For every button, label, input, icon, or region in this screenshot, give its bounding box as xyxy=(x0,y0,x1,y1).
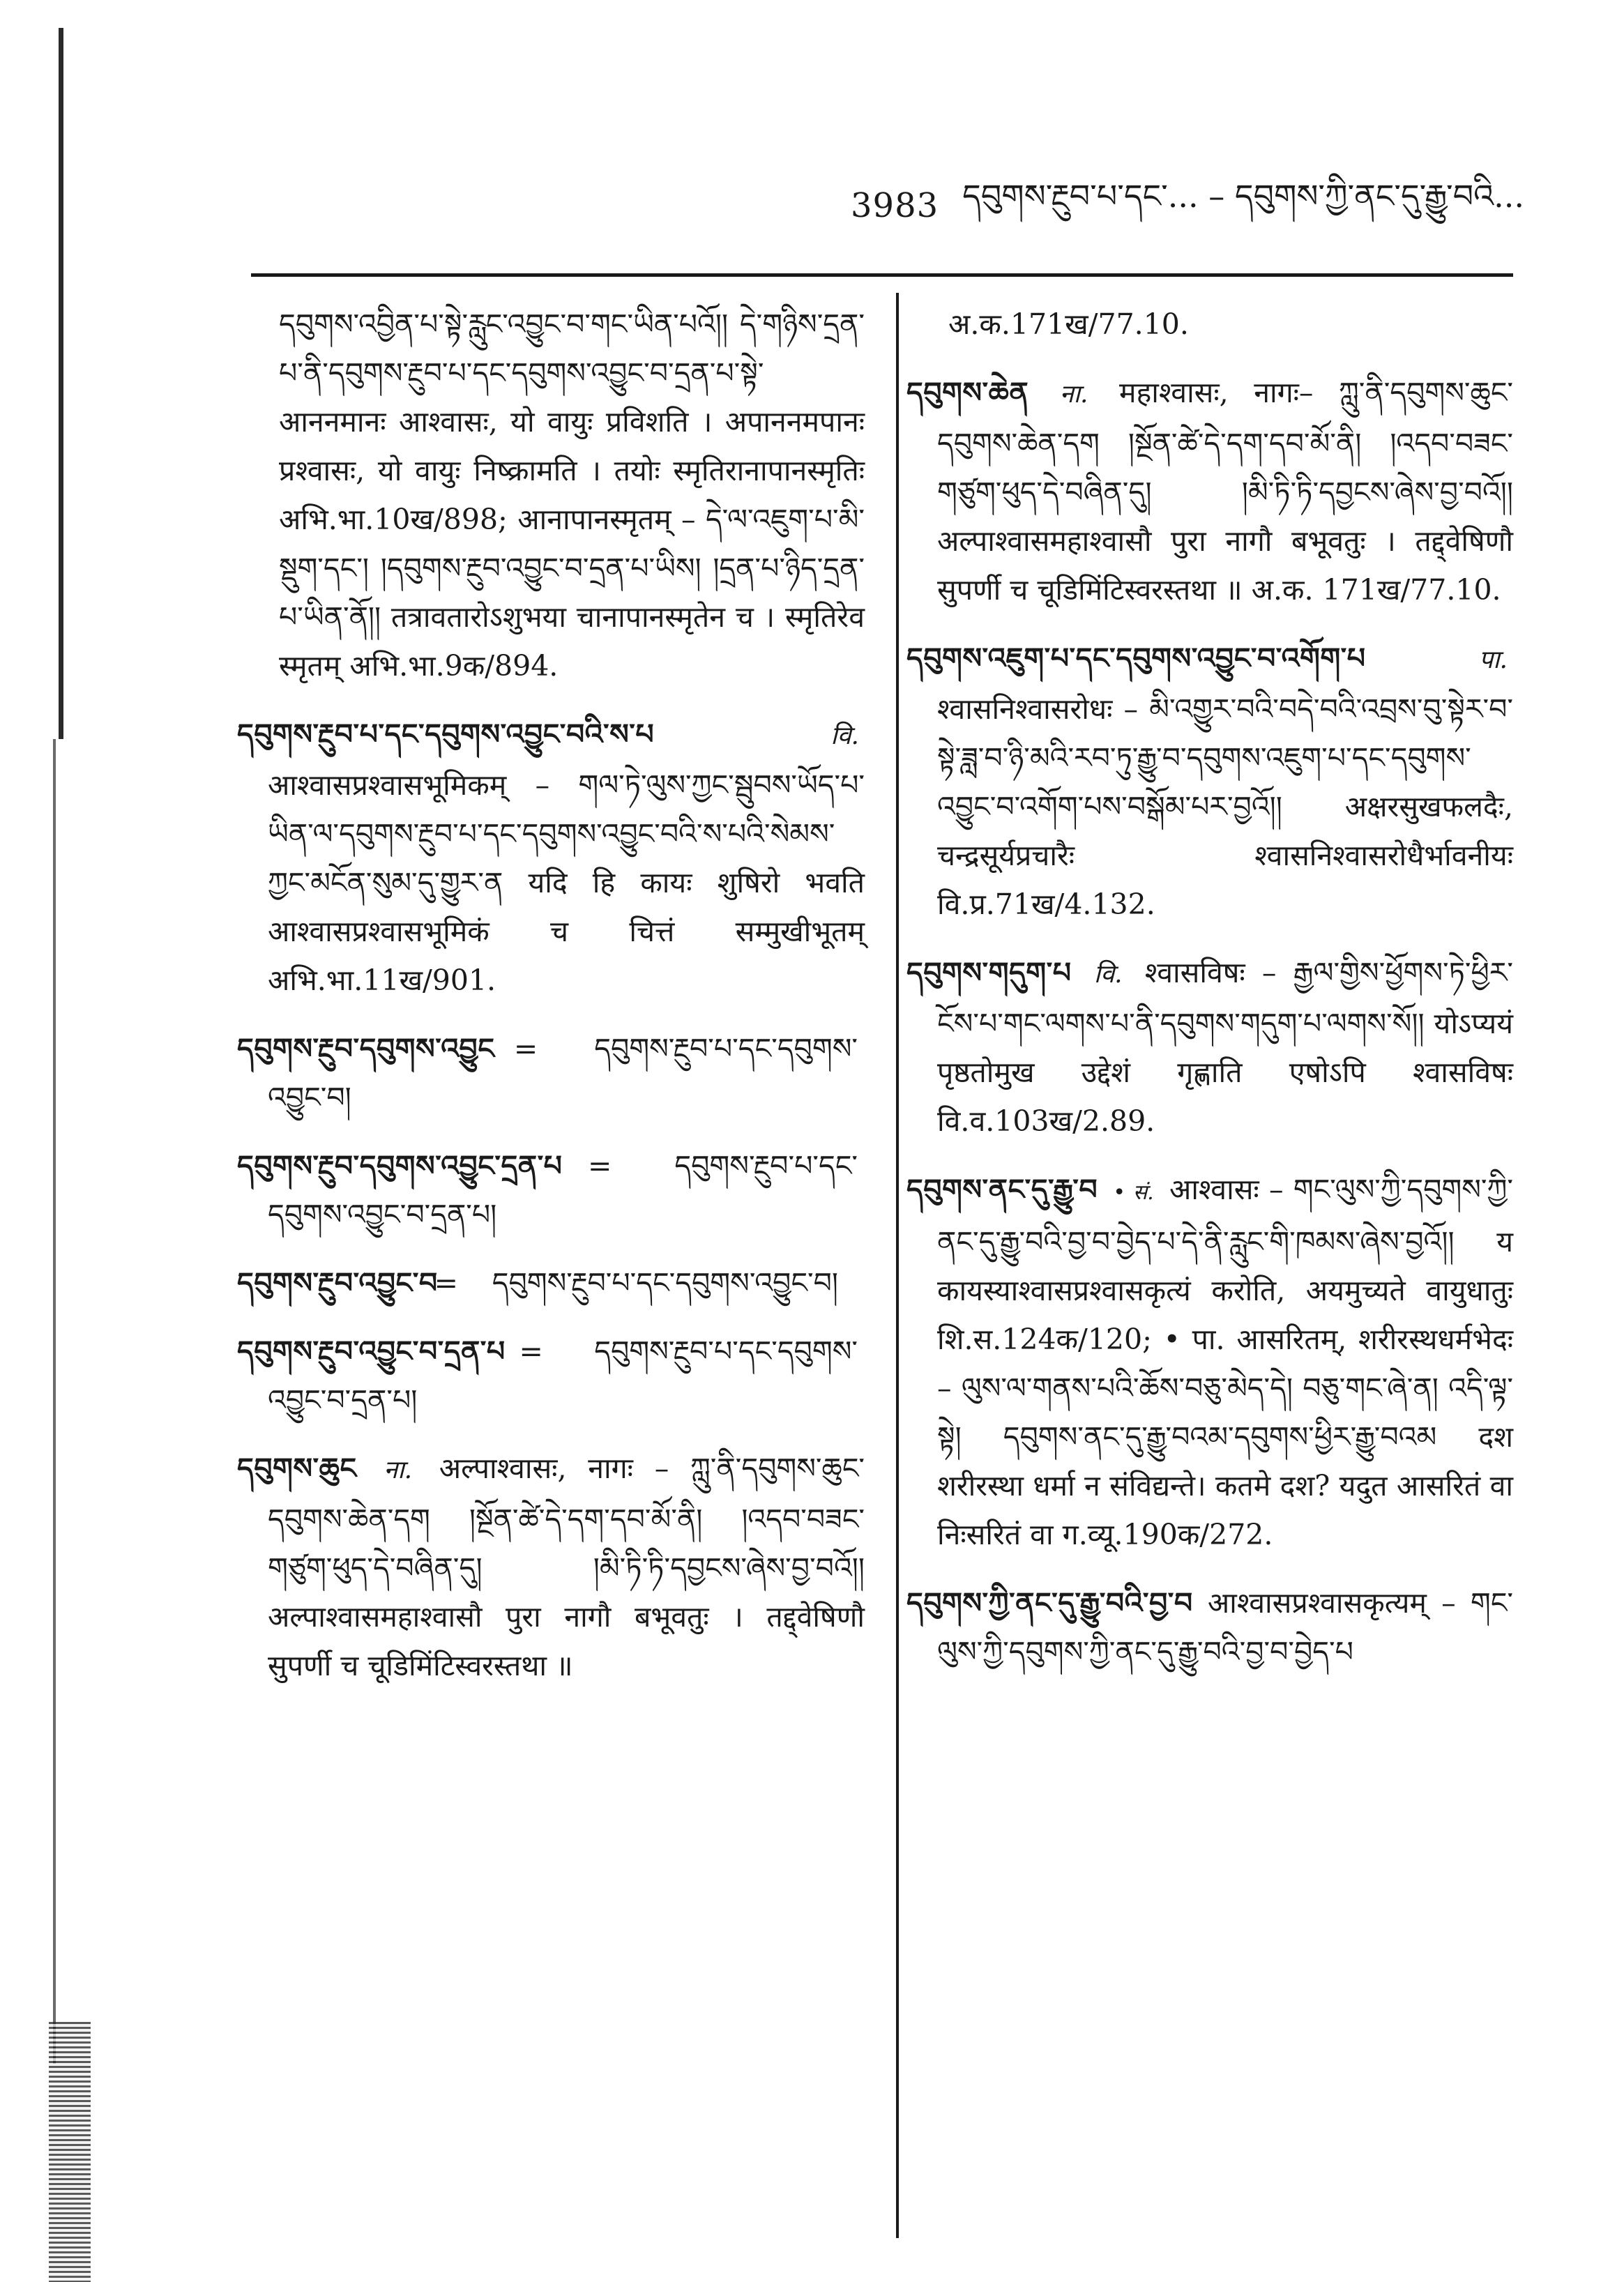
entry-headword: དབུགས་འཇུག་པ་དང་དབུགས་འབྱུང་བ་འགོག་པ xyxy=(906,641,1366,675)
cross-reference-entry: དབུགས་རྔུབ་དབུགས་འབྱུང = དབུགས་རྔུབ་པ་དང་དབུགས་འབྱུང་བ། xyxy=(237,1032,858,1114)
entry-headword: དབུགས་ཀྱི་ནང་དུ་རྒྱུ་བའི་བྱ་བ xyxy=(906,1586,1193,1620)
scan-edge-bar xyxy=(59,28,63,739)
entry-text: आश्वासप्रश्वासभूमिकम् – གལ་ཏེ་ལུས་ཀྱང་སྦུབས་ཡོད་པ་ཡིན་ལ་དབུགས་རྔུབ་པ་དང་དབུགས་འབྱུང་བའི་ས་པའི་སེམས་ཀྱང་མངོན་སུམ་དུ་གྱུར་ན यदि हि कायः शुषिरो भवति आश्वासप्रश्वासभूमिकं च चित्तं सम्मुखीभूतम् अभि.भा.11ख/901. xyxy=(268,768,865,997)
entry-headword: དབུགས་གདུག་པ xyxy=(906,956,1072,989)
scan-edge-artifact xyxy=(49,0,59,2282)
dictionary-entry xyxy=(237,1444,865,1690)
grammar-tag: • सं. xyxy=(1113,1180,1154,1205)
dictionary-entry xyxy=(906,1579,1513,1676)
entry-text: आश्वासप्रश्वासकृत्यम् – གང་ལུས་ཀྱི་དབུགས་ཀྱི་ནང་དུ་རྒྱུ་བའི་བྱ་བ་བྱེད་པ xyxy=(937,1586,1513,1668)
dictionary-entry-continued xyxy=(237,300,865,690)
grammar-tag: ना. xyxy=(1059,380,1088,409)
grammar-tag: पा. xyxy=(1478,646,1508,674)
entry-text: དབུགས་རྔུབ་པ་དང་དབུགས་འབྱུང་བ་དྲན་པ། xyxy=(268,1149,858,1231)
cross-reference-entry: དབུགས་རྔུབ་དབུགས་འབྱུང་དྲན་པ = དབུགས་རྔུབ་པ་དང་དབུགས་འབྱུང་བ་དྲན་པ། xyxy=(237,1149,858,1231)
entry-headword: དབུགས་ཆུང xyxy=(237,1452,357,1485)
entry-headword: དབུགས་རྔུབ་འབྱུང་བ xyxy=(237,1266,438,1300)
dictionary-entry xyxy=(906,948,1513,1146)
grammar-tag: ना. xyxy=(384,1456,413,1484)
column-divider xyxy=(896,293,899,2238)
entry-text: དབུགས་རྔུབ་པ་དང་དབུགས་འབྱུང་བ་དྲན་པ། xyxy=(268,1334,858,1417)
cross-reference-entry: དབུགས་རྔུབ་འབྱུང་བ་དྲན་པ = དབུགས་རྔུབ་པ་དང་དབུགས་འབྱུང་བ་དྲན་པ། xyxy=(237,1334,858,1417)
dictionary-entry xyxy=(906,1165,1513,1559)
entry-text: अ.क.171ख/77.10. xyxy=(948,307,1189,341)
left-column xyxy=(237,300,865,1710)
grammar-tag: वि. xyxy=(830,722,859,750)
entry-text: श्वासविषः – རྒྱལ་གྱིས་ཕྱོགས་ཏེ་ཕྱིར་ངོས་པ་གང་ལགས་པ་ནི་དབུགས་གདུག་པ་ལགས་སོ།། योऽप्ययं पृष्ठतोमुख उद्देशं गृह्णाति एषोऽपि श्वासविषः वि.व.103ख/2.89. xyxy=(937,956,1513,1138)
guide-words: དབུགས་རྔུབ་པ་དང་... – དབུགས་ཀྱི་ནང་དུ་རྒྱུ་བའི... xyxy=(962,176,1524,215)
dictionary-entry xyxy=(906,634,1513,929)
entry-headword: དབུགས་ཆེན xyxy=(906,376,1029,409)
entry-headword: དབུགས་ནང་དུ་རྒྱུ་བ xyxy=(906,1173,1098,1206)
entry-text: དབུགས་རྔུབ་པ་དང་དབུགས་འབྱུང་བ། xyxy=(268,1032,858,1114)
dictionary-entry-continued xyxy=(906,300,1513,349)
entry-text: དབུགས་འབྱིན་པ་སྟེ་རླུང་འབྱུང་བ་གང་ཡིན་པའོ།། དེ་གཉིས་དྲན་པ་ནི་དབུགས་རྔུབ་པ་དང་དབུགས་འབྱུང་བ་དྲན་པ་སྟེ་ आननमानः आश्वासः, यो वायुः प्रविशति । अपाननमपानः प्रश्वासः, यो वायुः निष्क्रामति । तयोः स्मृतिरानापानस्मृतिः अभि.भा.10ख/898; आनापानस्मृतम् – དེ་ལ་འཇུག་པ་མི་སྡུག་དང་། །དབུགས་རྔུབ་འབྱུང་བ་དྲན་པ་ཡིས། །དྲན་པ་ཉིད་དྲན་པ་ཡིན་ནོ།། तत्रावतारोऽशुभया चानापानस्मृतेन च । स्मृतिरेव स्मृतम् अभि.भा.9क/894. xyxy=(279,307,865,683)
entry-headword: དབུགས་རྔུབ་པ་དང་དབུགས་འབྱུང་བའི་ས་པ xyxy=(237,717,655,751)
entry-text: महाश्वासः, नागः– ཀླུ་ནི་དབུགས་ཆུང་དབུགས་ཆེན་དག །སྔོན་ཚེ་དེ་དག་དབ་མོ་ནི། །འདབ་བཟང་གཙུག་ཕུད་དེ་བཞིན་དུ། །མི་ཏི་ཏི་དབྱངས་ཞེས་བྱ་བའོ།། अल्पाश्वासमहाश्वासौ पुरा नागौ बभूवतुः । तद्द्वेषिणौ सुपर्णी च चूडिमिंटिस्वरस्तथा ॥ अ.क. 171ख/77.10. xyxy=(937,376,1513,607)
page-number: 3983 xyxy=(851,186,939,225)
entry-headword: དབུགས་རྔུབ་འབྱུང་བ་དྲན་པ xyxy=(237,1334,506,1368)
entry-text: श्वासनिश्वासरोधः – མི་འགྱུར་བའི་བདེ་བའི་འབྲས་བུ་སྟེར་བ་སྟེ་ཟླ་བ་ཉི་མའི་རབ་ཏུ་རྒྱུ་བ་དབུགས་འཇུག་པ་དང་དབུགས་འབྱུང་བ་འགོག་པས་བསྒོམ་པར་བྱའོ།། अक्षरसुखफलदैः, चन्द्रसूर्यप्रचारैः श्वासनिश्वासरोधैर्भावनीयः वि.प्र.71ख/4.132. xyxy=(937,692,1513,921)
right-column xyxy=(906,300,1513,1696)
entry-text: དབུགས་རྔུབ་པ་དང་དབུགས་འབྱུང་བ། xyxy=(492,1266,838,1300)
grammar-tag: वि. xyxy=(1093,960,1123,989)
running-head xyxy=(851,174,1524,237)
header-rule xyxy=(251,273,1513,277)
dictionary-entry xyxy=(906,368,1513,614)
entry-text: अल्पाश्वासः, नागः – ཀླུ་ནི་དབུགས་ཆུང་དབུགས་ཆེན་དག །སྔོན་ཚེ་དེ་དག་དབ་མོ་ནི། །འདབ་བཟང་གཙུག་ཕུད་དེ་བཞིན་དུ། །མི་ཏི་ཏི་དབྱངས་ཞེས་བྱ་བའོ།། अल्पाश्वासमहाश्वासौ पुरा नागौ बभूवतुः । तद्द्वेषिणौ सुपर्णी च चूडिमिंटिस्वरस्तथा ॥ xyxy=(268,1452,865,1682)
cross-reference-entry: དབུགས་རྔུབ་འབྱུང་བ = དབུགས་རྔུབ་པ་དང་དབུགས་འབྱུང་བ། xyxy=(237,1266,838,1300)
entry-text: आश्वासः – གང་ལུས་ཀྱི་དབུགས་ཀྱི་ནང་དུ་རྒྱུ་བའི་བྱ་བ་བྱེད་པ་དེ་ནི་རླུང་གི་ཁམས་ཞེས་བྱའོ།། य कायस्याश्वासप्रश्वासकृत्यं करोति, अयमुच्यते वायुधातुः शि.स.124क/120; • पा. आसरितम्, शरीरस्थधर्मभेदः – ལུས་ལ་གནས་པའི་ཆོས་བཅུ་མེད་དེ། བཅུ་གང་ཞེ་ན། འདི་ལྟ་སྟེ། དབུགས་ནང་དུ་རྒྱུ་བའམ་དབུགས་ཕྱིར་རྒྱུ་བའམ दश शरीरस्था धर्मा न संविद्यन्ते। कतमे दश? यदुत आसरितं वा निःसरितं वा ग.व्यू.190क/272. xyxy=(937,1173,1513,1551)
dictionary-entry xyxy=(237,710,865,1005)
scan-edge-bar xyxy=(53,739,56,2064)
scan-edge-noise xyxy=(49,2022,91,2282)
entry-headword: དབུགས་རྔུབ་དབུགས་འབྱུང xyxy=(237,1032,495,1065)
entry-headword: དབུགས་རྔུབ་དབུགས་འབྱུང་དྲན་པ xyxy=(237,1149,563,1182)
